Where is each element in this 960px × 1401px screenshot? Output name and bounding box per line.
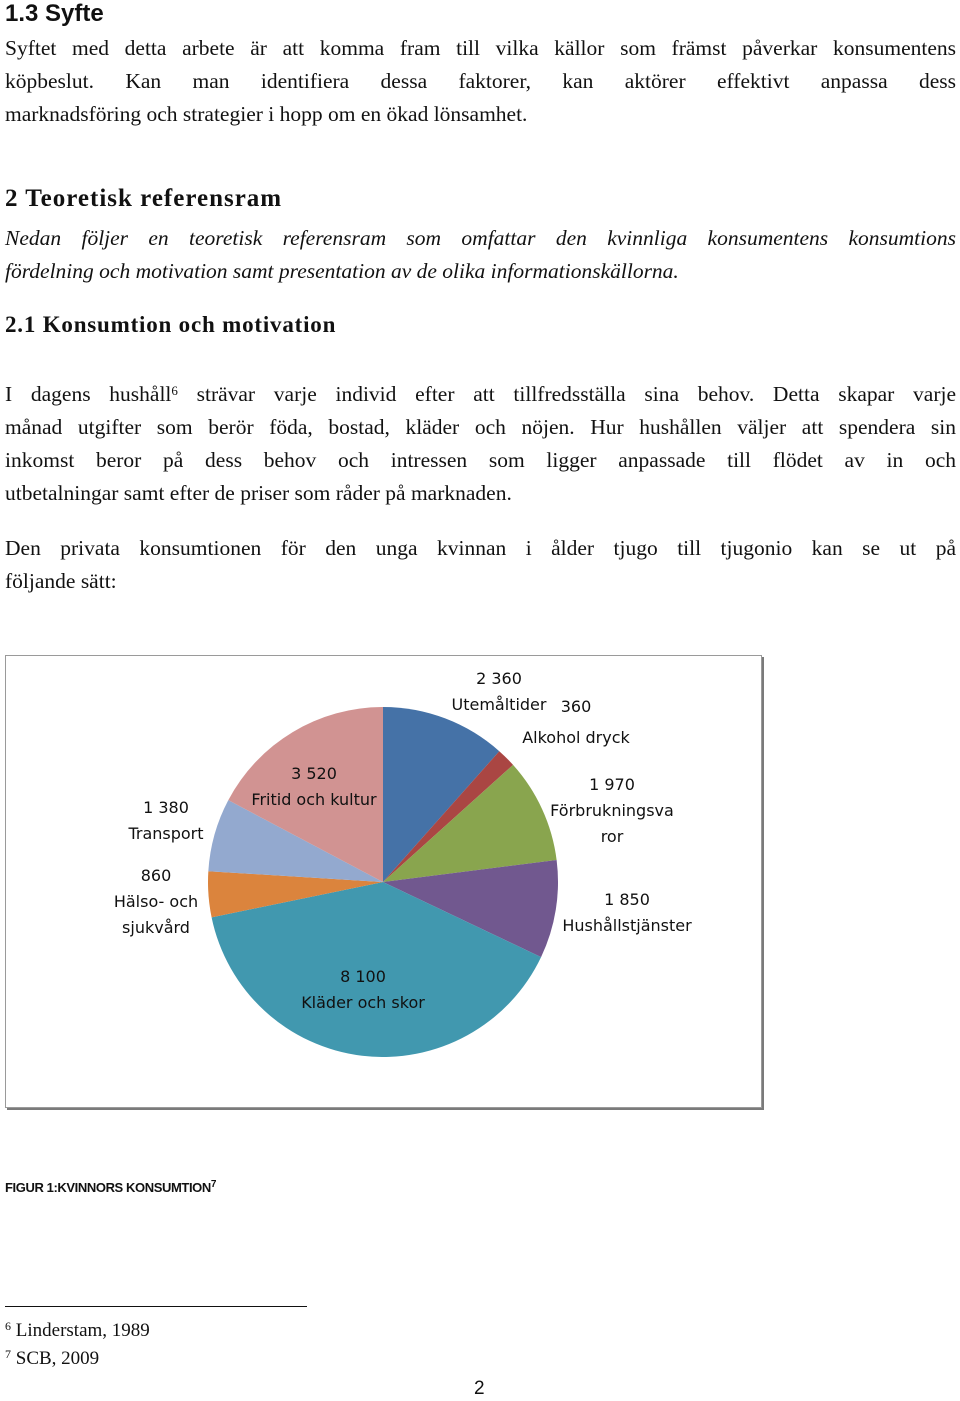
pie-label-name-5-2: sjukvård	[122, 918, 190, 937]
syfte-line-2: köpbeslut. Kan man identifiera dessa faktorer, kan aktörer effektivt anpassa dess	[5, 69, 956, 93]
pie-label-name-2-2: ror	[600, 827, 624, 846]
footnote-ref-6: 6	[171, 383, 178, 398]
konsumtion-p1-line-1	[5, 378, 956, 411]
pie-label-name-4: Kläder och skor	[301, 993, 425, 1012]
footnote-6-text: Linderstam, 1989	[15, 1320, 150, 1341]
footnote-7	[5, 1345, 99, 1373]
section-heading-konsumtion: 2.1 Konsumtion och motivation	[5, 312, 337, 337]
p1-line1-before: I dagens hushåll	[5, 382, 172, 406]
footnote-7-text: SCB, 2009	[15, 1348, 100, 1369]
section-heading-syfte: 1.3 Syfte	[5, 0, 104, 27]
footnote-ref-7: 7	[210, 1179, 217, 1190]
pie-label-value-0: 2 360	[476, 669, 522, 688]
footnote-divider	[5, 1306, 307, 1307]
pie-label-name-2: Förbrukningsva	[550, 801, 674, 820]
pie-label-value-6: 1 380	[143, 798, 189, 817]
page-number: 2	[474, 1378, 485, 1399]
pie-label-name-3: Hushållstjänster	[562, 916, 692, 935]
pie-label-value-7: 3 520	[291, 764, 337, 783]
pie-label-name-6: Transport	[128, 824, 204, 843]
pie-label-name-0: Utemåltider	[451, 695, 547, 714]
teoretisk-intro-line-2: fördelning och motivation samt presentation av de olika informationskällorna.	[5, 259, 679, 283]
pie-label-value-3: 1 850	[604, 890, 650, 909]
footnote-7-num: 7	[5, 1347, 11, 1361]
pie-label-value-1: 360	[560, 697, 592, 716]
konsumtion-p1-line-4: utbetalningar samt efter de priser som råder på marknaden.	[5, 481, 512, 505]
syfte-line-3: marknadsföring och strategier i hopp om en ökad lönsamhet.	[5, 102, 528, 126]
p1-line1-after: strävar varje individ efter att tillfredsställa sina behov. Detta skapar varje	[177, 382, 956, 406]
pie-label-name-1: Alkohol dryck	[522, 728, 630, 747]
section-heading-teoretisk: 2 Teoretisk referensram	[5, 185, 283, 212]
teoretisk-intro-line-1: Nedan följer en teoretisk referensram som omfattar den kvinnliga konsumentens konsumtions	[5, 226, 956, 250]
pie-label-name-5: Hälso- och	[113, 892, 199, 911]
pie-label-name-7: Fritid och kultur	[251, 790, 377, 809]
consumption-pie-chart	[6, 656, 761, 1107]
pie-label-value-5: 860	[140, 866, 172, 885]
footnote-6-num: 6	[5, 1319, 11, 1333]
konsumtion-p2-line-1: Den privata konsumtionen för den unga kvinnan i ålder tjugo till tjugonio kan se ut på	[5, 536, 956, 560]
pie-label-value-4: 8 100	[340, 967, 386, 986]
konsumtion-p1-line-2: månad utgifter som berör föda, bostad, kläder och nöjen. Hur hushållen väljer att spendera sin	[5, 415, 956, 439]
syfte-line-1: Syftet med detta arbete är att komma fram till vilka källor som främst påverkar konsumentens	[5, 36, 956, 60]
chart-frame	[5, 655, 762, 1108]
figure-caption	[5, 1180, 216, 1195]
pie-label-value-2: 1 970	[589, 775, 635, 794]
footnote-6	[5, 1317, 150, 1345]
konsumtion-p1-line-3: inkomst beror på dess behov och intressen som ligger anpassade till flödet av in och	[5, 448, 956, 472]
figure-caption-text: FIGUR 1:KVINNORS KONSUMTION	[5, 1180, 211, 1195]
konsumtion-p2-line-2: följande sätt:	[5, 569, 117, 593]
